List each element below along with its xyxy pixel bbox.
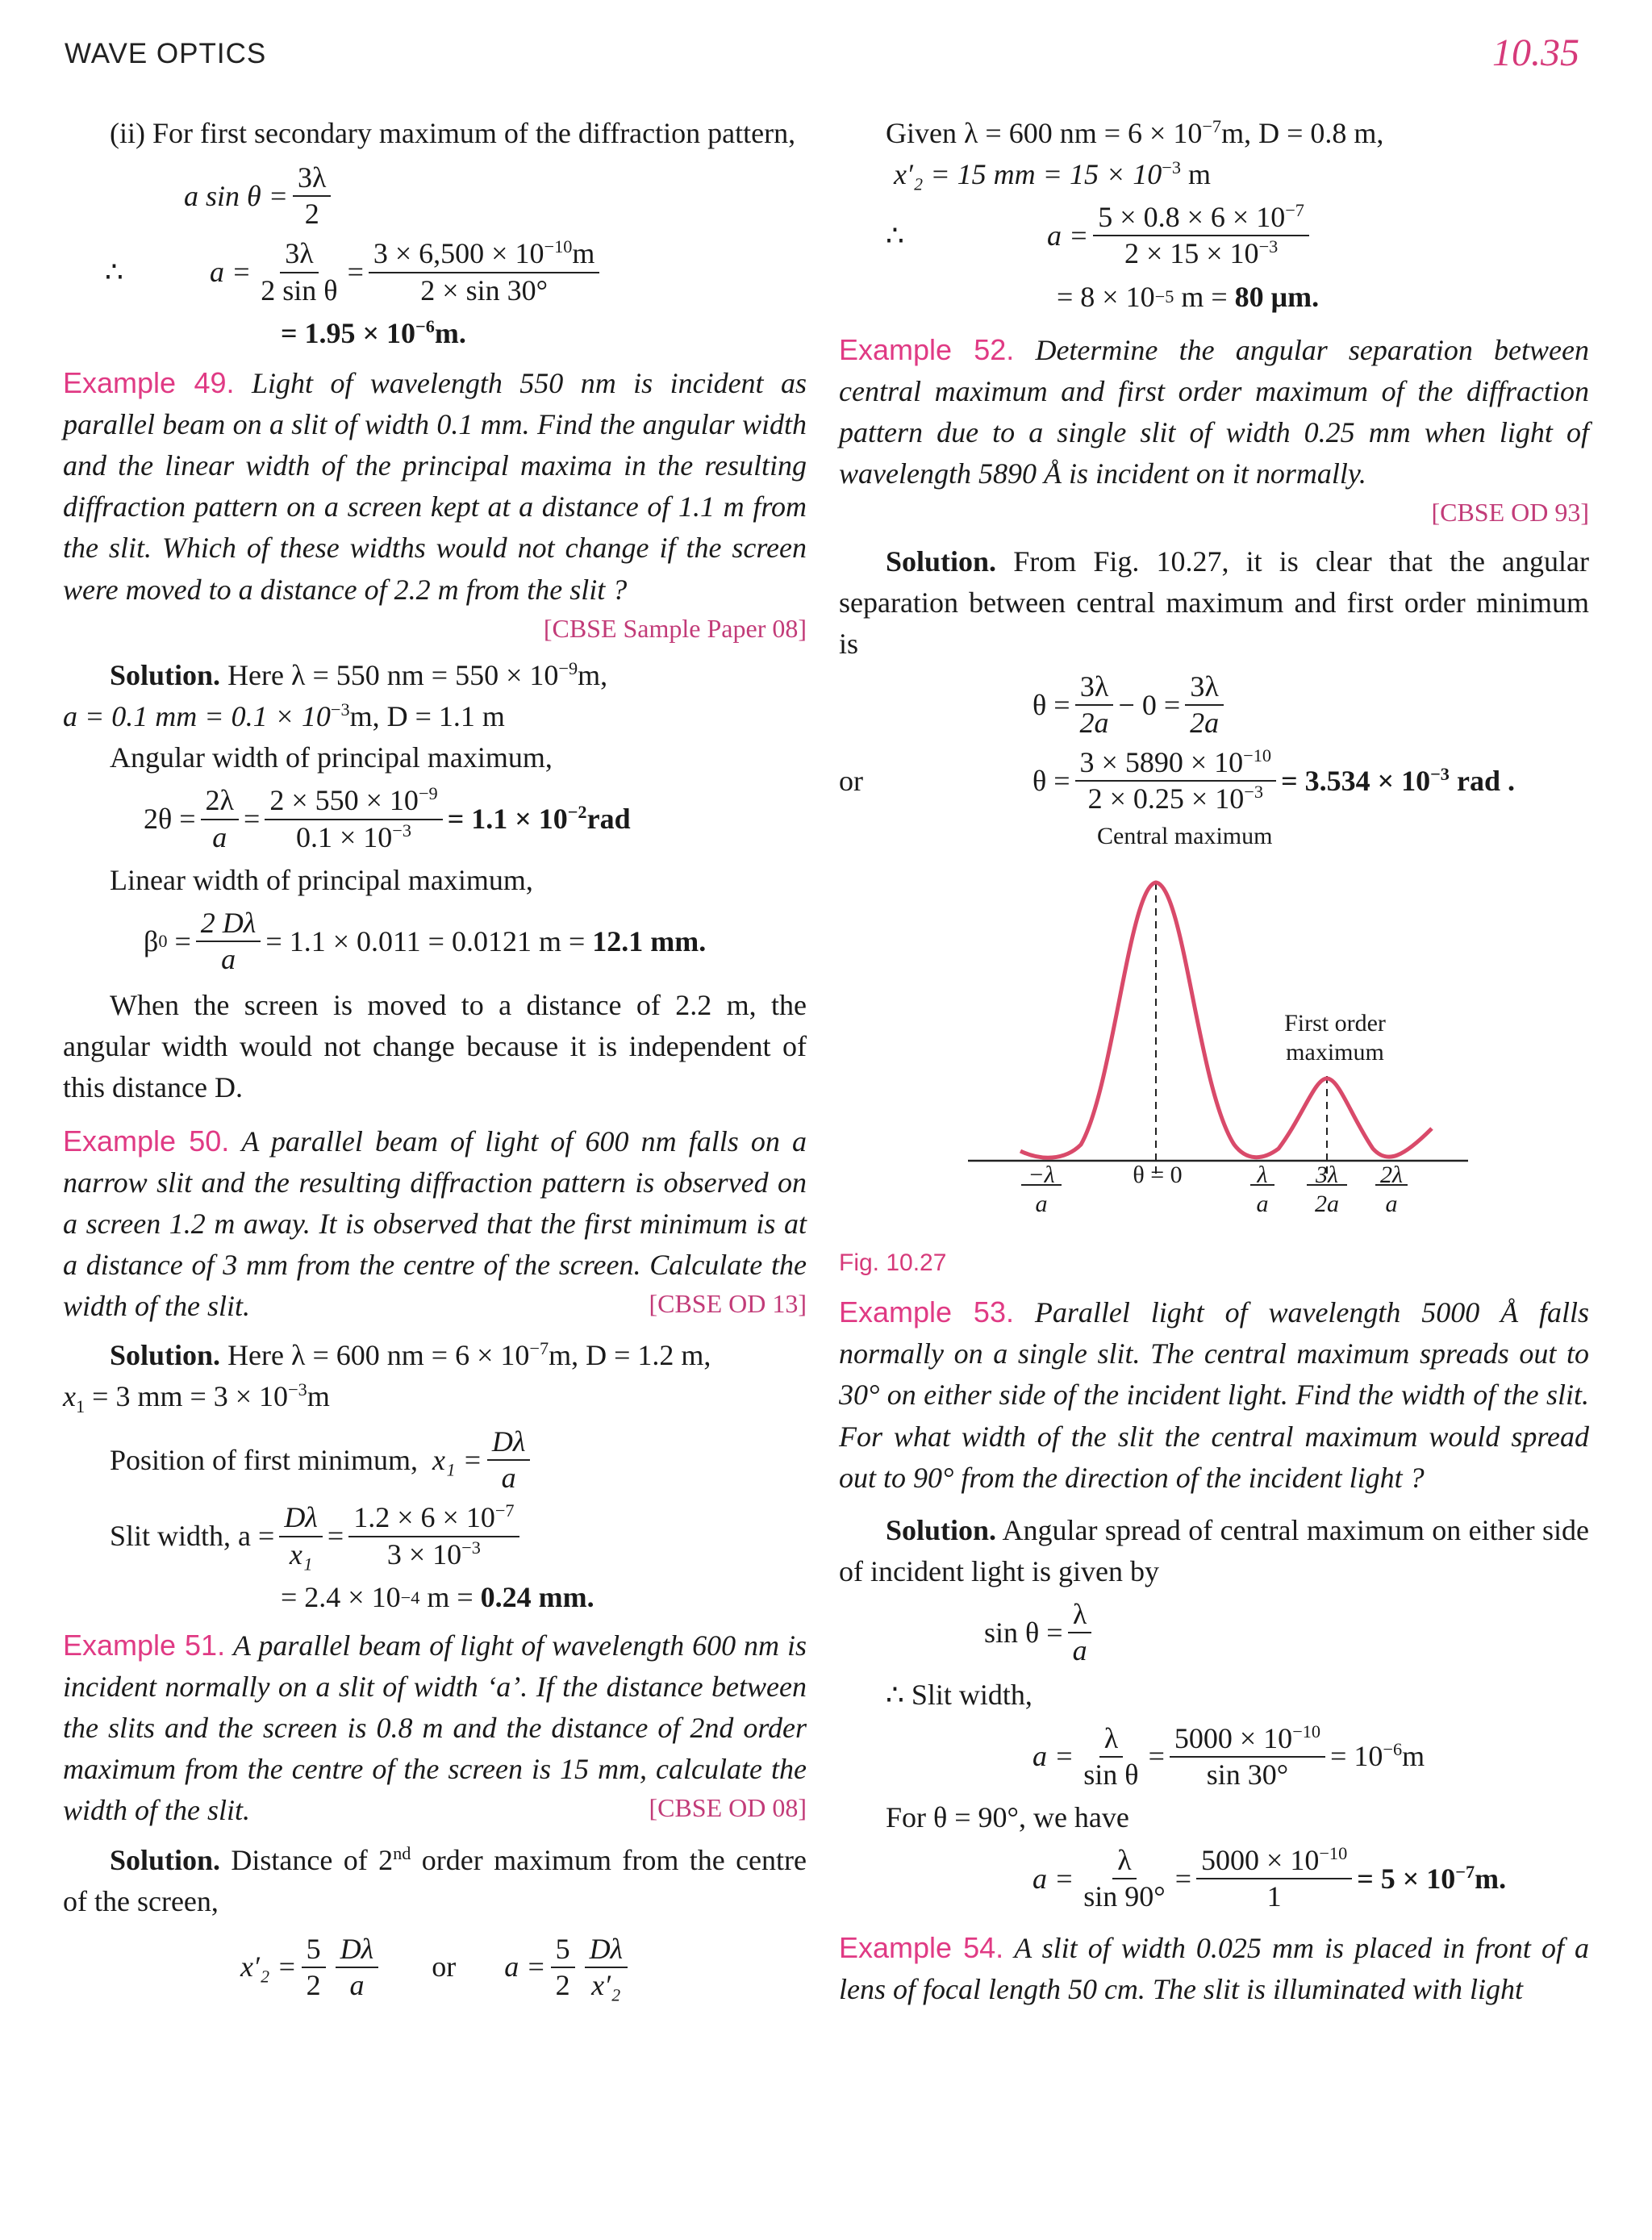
- example-54-title: Example 54.: [839, 1931, 1004, 1965]
- given-line-1: Given λ = 600 nm = $6 \times 10^{-7}m$, D = 0.8 m,: [886, 116, 1384, 149]
- solution-50-slit-width: Slit width, a = $\frac{D\lambda}{\text{x₁}}$ = $\frac{1.2 \times 6 \times 10^{-7}}{3 \times 10^{-3}}$: [63, 1500, 807, 1571]
- intro-text: (ii) For first secondary maximum of the diffraction pattern,: [110, 117, 796, 149]
- solution-50-result: = 2.4 × 10 −4 m = 0.24 mm.: [281, 1580, 594, 1613]
- solution-50-b: $x_1 = 3$ mm = $3 \times 10^{-3}m$: [63, 1379, 330, 1417]
- solution-52-equation-2: or θ = $\frac{3 \times 5890 \times 10^{-10}}{2 \times 0.25 \times 10^{-3}}$ = $3.534 \times 10^{-3}$ rad .: [839, 745, 1515, 815]
- solution-53-equation-2: a = $\frac{\lambda}{\text{sin θ}}$ = $\frac{5000 \times 10^{-10}}{\sin 30^\circ}$ = $10^{-6}m$: [1032, 1721, 1425, 1791]
- equation-1: a sin θ = $\frac{3\lambda}{2}$: [63, 161, 807, 232]
- solution-52-text: Solution. From Fig. 10.27, it is clear that the angular separation between central maximum and first order minimum is: [839, 544, 1590, 660]
- given-equation: ∴ a = $\frac{5 \times 0.8 \times 6 \times 10^{-7}}{2 \times 15 \times 10^{-3}}$: [839, 200, 1589, 271]
- example-51: Example 51. A parallel beam of light of wavelength 600 nm is incident normally on a slit of width ‘a’. If the distance between the slits and the screen is 0.8 m and the distance of 2nd order maximum from the centre of the screen is 15 mm, calculate the width of the slit. [CBSE OD 08]: [63, 1628, 807, 1827]
- solution-53-equation-1: sin θ = $\frac{\lambda}{a}$: [839, 1597, 1589, 1668]
- solution-53-slit-width-label: ∴ Slit width,: [886, 1679, 1032, 1712]
- example-54: Example 54. A slit of width 0.025 mm is placed in front of a lens of focal length 50 cm. The slit is illuminated with light: [839, 1931, 1590, 2006]
- solution-51-a: Solution. Distance of 2nd order maximum from the centre of the screen,: [63, 1842, 807, 1917]
- left-column: [63, 113, 807, 2008]
- solution-50-a: Solution. Here λ = 600 nm = $6 \times 10^{-7}m$, D = 1.2 m,: [110, 1338, 711, 1372]
- example-49-title: Example 49.: [63, 365, 235, 399]
- solution-49-a: Solution. Here λ = 550 nm = $550 \times 10^{-9}m$,: [110, 658, 608, 692]
- solution-49-beta: β 0 = $\frac{2 D\lambda}{a}$ = 1.1 × 0.011 = 0.0121 m = 12.1 mm.: [144, 906, 707, 976]
- tick-lambda-over-a: λ a: [1256, 1161, 1269, 1217]
- central-maximum-label: Central maximum: [1097, 822, 1273, 849]
- example-51-title: Example 51.: [63, 1628, 226, 1662]
- example-50: Example 50. A parallel beam of light of 600 nm falls on a narrow slit and the resulting diffraction pattern is observed on a screen 1.2 m away. It is observed that the first minimum is at a distance of 3 mm from the centre of the screen. Calculate the width of the slit. [CBSE OD 13]: [63, 1124, 807, 1323]
- example-52-title: Example 52.: [839, 332, 1015, 366]
- example-51-ref: [CBSE OD 08]: [649, 1793, 807, 1823]
- solution-53-c: For θ = 90°, we have: [886, 1800, 1129, 1833]
- tick-theta-zero: θ = 0: [1133, 1161, 1183, 1188]
- equation-3: = $1.95 \times 10^{-6}m$.: [281, 315, 466, 349]
- example-53: Example 53. Parallel light of wavelength 5000 Å falls normally on a single slit. The central maximum spreads out to 30° on either side of the incident light. Find the width of the slit. For what width of the slit the central maximum would spread out to 90° from the direction of the incident light ?: [839, 1295, 1590, 1494]
- solution-49-c: Angular width of principal maximum,: [110, 741, 553, 774]
- page-number: 10.35: [1492, 31, 1579, 74]
- right-column: [839, 113, 1589, 2011]
- example-52-ref: [CBSE OD 93]: [1431, 498, 1589, 528]
- solution-49-equation: 2θ = $\frac{2\lambda}{a}$ = $\frac{2 \times 550 \times 10^{-9}}{0.1 \times 10^{-3}}$ = $1.1 \times 10^{-2}rad$: [144, 783, 631, 853]
- example-50-ref: [CBSE OD 13]: [649, 1289, 807, 1319]
- solution-49-d: Linear width of principal maximum,: [110, 863, 533, 896]
- solution-51-equation: x′₂ = $\frac{5}{2}$ $\frac{D\lambda}{a}$ or a = $\frac{5}{2}$ $\frac{D\lambda}{\text{x′₂}}$: [63, 1932, 807, 2003]
- given-line-2: x′₂ = 15 mm = $15 \times 10^{-3}$ m: [894, 157, 1212, 191]
- solution-49-b: a = 0.1 mm = $0.1 \times 10^{-3}m$, D = 1.1 m: [63, 699, 505, 733]
- running-header: WAVE OPTICS: [65, 38, 267, 69]
- solution-50-position: Position of first minimum, x₁ = $\frac{D\lambda}{a}$: [63, 1425, 807, 1495]
- given-result: = 8 × 10 −5 m = 80 μm.: [1057, 280, 1320, 313]
- solution-53-equation-3: a = $\frac{\lambda}{\sin 90^\circ}$ = $\frac{5000 \times 10^{-10}}{1}$ = $5 \times 10^{-7}m$.: [1032, 1842, 1507, 1913]
- example-49-ref: [CBSE Sample Paper 08]: [543, 613, 807, 643]
- first-order-maximum-label: First order maximum: [1284, 1009, 1386, 1066]
- tick-3lambda-over-2a: 3λ 2a: [1315, 1161, 1339, 1217]
- example-49: Example 49. Light of wavelength 550 nm is incident as parallel beam on a slit of width 0.1 mm. Find the angular width and the linear width of the principal maxima in the resulting diffraction pattern on a screen kept at a distance of 1.1 m from the slit. Which of these widths would not change if the screen were moved to a distance of 2.2 m from the slit ?: [63, 365, 807, 606]
- solution-49-e: When the screen is moved to a distance of 2.2 m, the angular width would not change because it is independent of this distance D.: [63, 989, 807, 1104]
- solution-53-text: Solution. Angular spread of central maximum on either side of incident light is given by: [839, 1513, 1590, 1587]
- diffraction-curve-svg: [839, 822, 1589, 1241]
- equation-2: ∴ a = $\frac{3\lambda}{\text{2 sin θ}}$ = $\frac{3 \times 6,500 \times 10^{-10}m}{2 \times \sin 30^\circ}$: [63, 236, 807, 307]
- diffraction-figure: [839, 822, 1589, 1241]
- example-53-title: Example 53.: [839, 1295, 1014, 1329]
- example-50-title: Example 50.: [63, 1124, 230, 1158]
- tick-minus-lambda-over-a: −λ a: [1028, 1161, 1055, 1217]
- figure-caption: Fig. 10.27: [839, 1249, 947, 1276]
- example-52: Example 52. Determine the angular separation between central maximum and first order maximum of the diffraction pattern due to a single slit of width 0.25 mm when light of wavelength 5890 Å is incident on it normally.: [839, 332, 1590, 490]
- solution-52-equation-1: θ = $\frac{3\lambda}{2a}$ − 0 = $\frac{3\lambda}{2a}$: [839, 669, 1589, 740]
- tick-2lambda-over-a: 2λ a: [1380, 1161, 1403, 1217]
